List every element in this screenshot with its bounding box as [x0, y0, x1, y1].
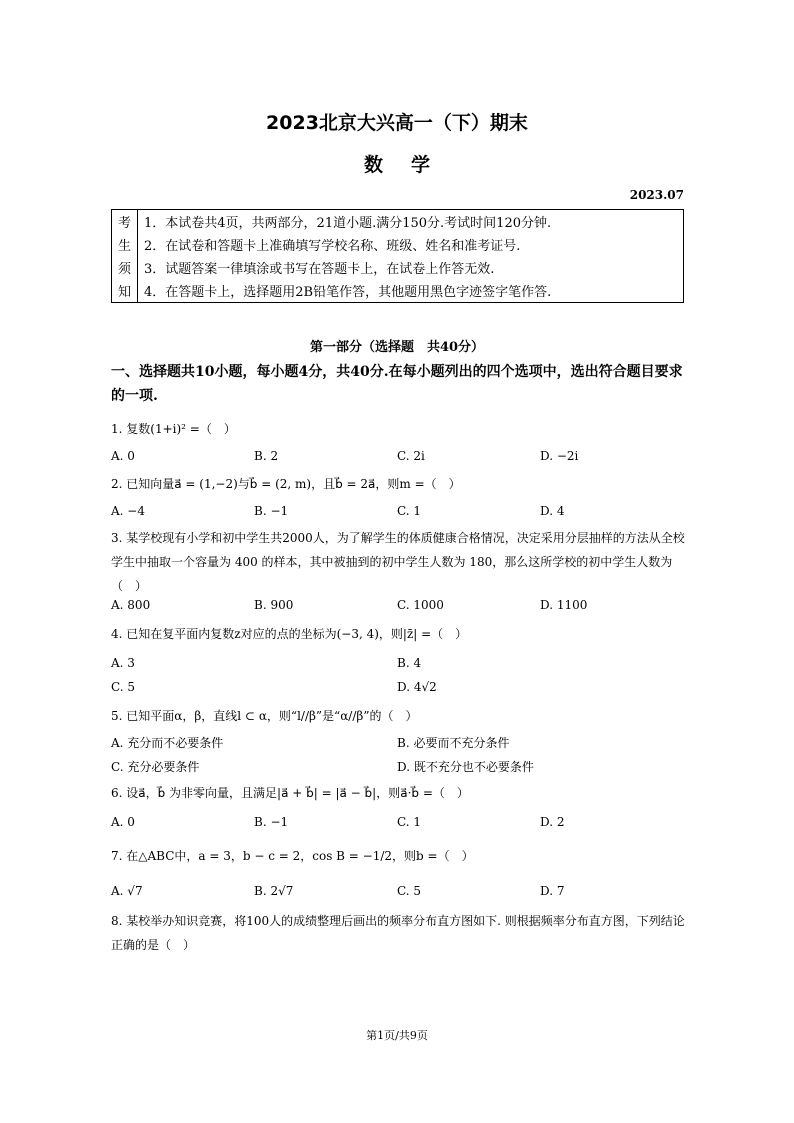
option: D. 4 [540, 504, 565, 518]
question-stem: 4. 已知在复平面内复数z对应的点的坐标为(−3, 4)，则|z̄| =（ ） [111, 627, 468, 641]
option: D. 1100 [540, 598, 588, 612]
option: B. 900 [254, 598, 294, 612]
question-options [111, 884, 691, 904]
option: A. √7 [111, 884, 143, 898]
option: A. 充分而不必要条件 [111, 736, 224, 750]
question-stem: 6. 设a⃗，b⃗ 为非零向量，且满足|a⃗ + b⃗| = |a⃗ − b⃗|，则a⃗·b⃗ =（ ） [111, 786, 469, 800]
question-stem: 8. 某校举办知识竞赛，将100人的成绩整理后画出的频率分布直方图如下. 则根据频率分布直方图，下列结论正确的是（ ） [111, 914, 685, 952]
question-stem: 5. 已知平面α，β，直线l ⊂ α，则“l//β”是“α//β”的（ ） [111, 709, 418, 723]
notice-table [111, 209, 684, 303]
page-footer: 第1页/共9页 [366, 1029, 428, 1042]
option: C. 充分必要条件 [111, 760, 200, 774]
section-title: 一、选择题共10小题，每小题4分，共40分.在每小题列出的四个选项中，选出符合题目要求的一项. [111, 364, 683, 404]
option: A. −4 [111, 504, 145, 518]
option: A. 3 [111, 656, 135, 670]
option: C. 2i [397, 449, 425, 463]
option: B. −1 [254, 815, 289, 829]
question-stem: 1. 复数(1+i)² =（ ） [111, 422, 236, 436]
option: C. 1 [397, 815, 422, 829]
question-options [111, 815, 691, 835]
question-options [111, 656, 691, 676]
notice-item: 3．试题答案一律填涂或书写在答题卡上，在试卷上作答无效. [138, 256, 684, 279]
notice-side-char: 知 [112, 279, 138, 303]
option: B. −1 [254, 504, 289, 518]
option: B. 2√7 [254, 884, 294, 898]
notice-item: 1．本试卷共4页，共两部分，21道小题.满分150分.考试时间120分钟. [138, 210, 684, 234]
option: C. 5 [397, 884, 422, 898]
question-options [111, 758, 691, 778]
exam-date: 2023.07 [629, 188, 684, 202]
question-options [111, 598, 691, 618]
option: C. 1000 [397, 598, 444, 612]
question-options [111, 504, 691, 524]
option: D. 7 [540, 884, 565, 898]
question-stem: 2. 已知向量a⃗ = (1,−2)与b⃗ = (2, m)，且b⃗ = 2a⃗，则m =（ ） [111, 477, 461, 491]
option: A. 0 [111, 815, 135, 829]
notice-item: 4．在答题卡上，选择题用2B铅笔作答，其他题用黑色字迹签字笔作答. [138, 279, 684, 303]
option: B. 2 [254, 449, 279, 463]
notice-side-char: 生 [112, 233, 138, 256]
notice-side-char: 须 [112, 256, 138, 279]
option: C. 5 [111, 680, 136, 694]
question-options [111, 680, 691, 700]
option: A. 800 [111, 598, 151, 612]
option: D. −2i [540, 449, 579, 463]
question-options [111, 449, 691, 469]
option: B. 4 [397, 656, 422, 670]
question-stem: 7. 在△ABC中，a = 3，b − c = 2，cos B = −1/2，则b =（ ） [111, 849, 474, 863]
option: D. 既不充分也不必要条件 [397, 760, 534, 774]
option: D. 4√2 [397, 680, 437, 694]
option: D. 2 [540, 815, 565, 829]
notice-item: 2．在试卷和答题卡上准确填写学校名称、班级、姓名和准考证号. [138, 233, 684, 256]
page-title: 2023北京大兴高一（下）期末 [266, 112, 528, 134]
option: C. 1 [397, 504, 422, 518]
question-options [111, 734, 691, 754]
question-stem: 3. 某学校现有小学和初中学生共2000人，为了解学生的体质健康合格情况，决定采用分层抽样的方法从全校学生中抽取一个容量为 400 的样本，其中被抽到的初中学生人数为 180，那么这所学校的初中学生人数为（ ） [111, 531, 685, 593]
option: A. 0 [111, 449, 135, 463]
notice-side-char: 考 [112, 210, 138, 234]
subject-title: 数学 [363, 154, 458, 176]
option: B. 必要而不充分条件 [397, 736, 510, 750]
part-title: 第一部分（选择题 共40分） [309, 340, 485, 355]
